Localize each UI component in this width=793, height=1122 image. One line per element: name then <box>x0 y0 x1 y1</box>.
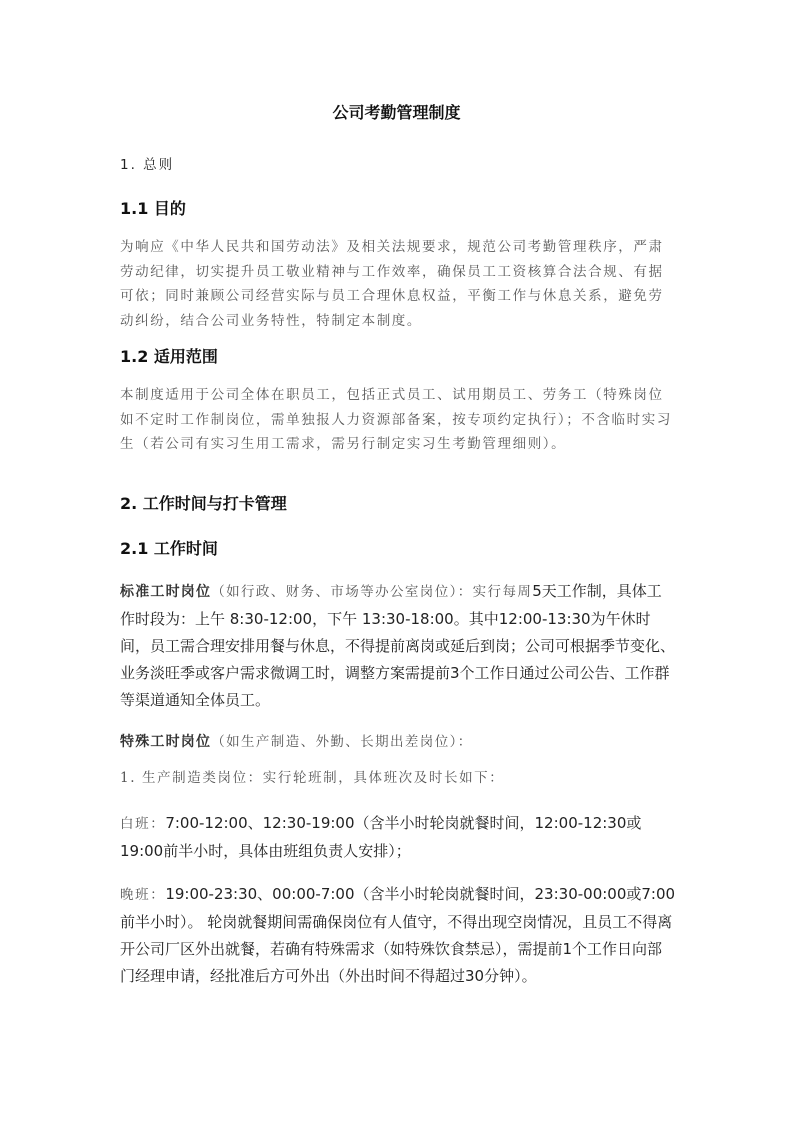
section-1-1-text: 为响应《中华人民共和国劳动法》及相关法规要求，规范公司考勤管理秩序，严肃劳动纪律，切实提升员工敬业精神与工作效率，确保员工工资核算合法合规、有据可依；同时兼顾公司经营实际与员工合理休息权益，平衡工作与休息关系，避免劳动纠纷，结合公司业务特性，特制定本制度。 <box>120 239 664 329</box>
special-hours-label: 特殊工时岗位 <box>120 734 212 750</box>
production-shift-intro: 1. 生产制造类岗位：实行轮班制，具体班次及时长如下： <box>120 770 505 786</box>
document-title: 公司考勤管理制度 <box>332 103 461 122</box>
section-1-1-heading: 1.1 目的 <box>120 199 186 218</box>
section-1-2-heading: 1.2 适用范围 <box>120 347 218 366</box>
standard-hours-note: （如行政、财务、市场等办公室岗位）：实行每周 <box>211 584 533 600</box>
special-hours-note: （如生产制造、外勤、长期出差岗位）： <box>211 734 473 750</box>
section-2-heading: 2. 工作时间与打卡管理 <box>120 494 287 513</box>
day-shift-label: 白班： <box>120 816 166 832</box>
night-shift-text: 19:00-23:30、00:00-7:00（含半小时轮岗就餐时间，23:30-00:00或7:00前半小时）。 轮岗就餐期间需确保岗位有人值守，不得出现空岗情况，且员工不得离开公司厂区外出就餐，若确有特殊需求（如特殊饮食禁忌），需提前1个工作日向部门经理申请，经批准后方可外出（外出时间不得超过30分钟）。 <box>120 885 676 985</box>
day-shift-text: 7:00-12:00、12:30-19:00（含半小时轮岗就餐时间，12:00-12:30或19:00前半小时，具体由班组负责人安排）； <box>120 814 642 860</box>
section-2-1-heading: 2.1 工作时间 <box>120 539 218 558</box>
night-shift-paragraph <box>120 881 676 990</box>
special-hours-paragraph <box>120 729 676 754</box>
standard-hours-label: 标准工时岗位 <box>120 584 212 600</box>
section-1-2-text: 本制度适用于公司全体在职员工，包括正式员工、试用期员工、劳务工（特殊岗位如不定时工作制岗位，需单独报人力资源部备案，按专项约定执行）；不含临时实习生（若公司有实习生用工需求，需另行制定实习生考勤管理细则）。 <box>120 387 672 452</box>
standard-hours-paragraph <box>120 578 676 714</box>
night-shift-label: 晚班： <box>120 887 166 903</box>
day-shift-paragraph <box>120 810 676 865</box>
standard-hours-text: 5天工作制，具体工作时段为：上午 8:30-12:00，下午 13:30-18:00。其中12:00-13:30为午休时间，员工需合理安排用餐与休息，不得提前离岗或延后到岗；公司可根据季节变化、业务淡旺季或客户需求微调工时，调整方案需提前3个工作日通过公司公告、工作群等渠道通知全体员工。 <box>120 582 676 709</box>
section-1-heading: 1. 总则 <box>120 157 175 173</box>
